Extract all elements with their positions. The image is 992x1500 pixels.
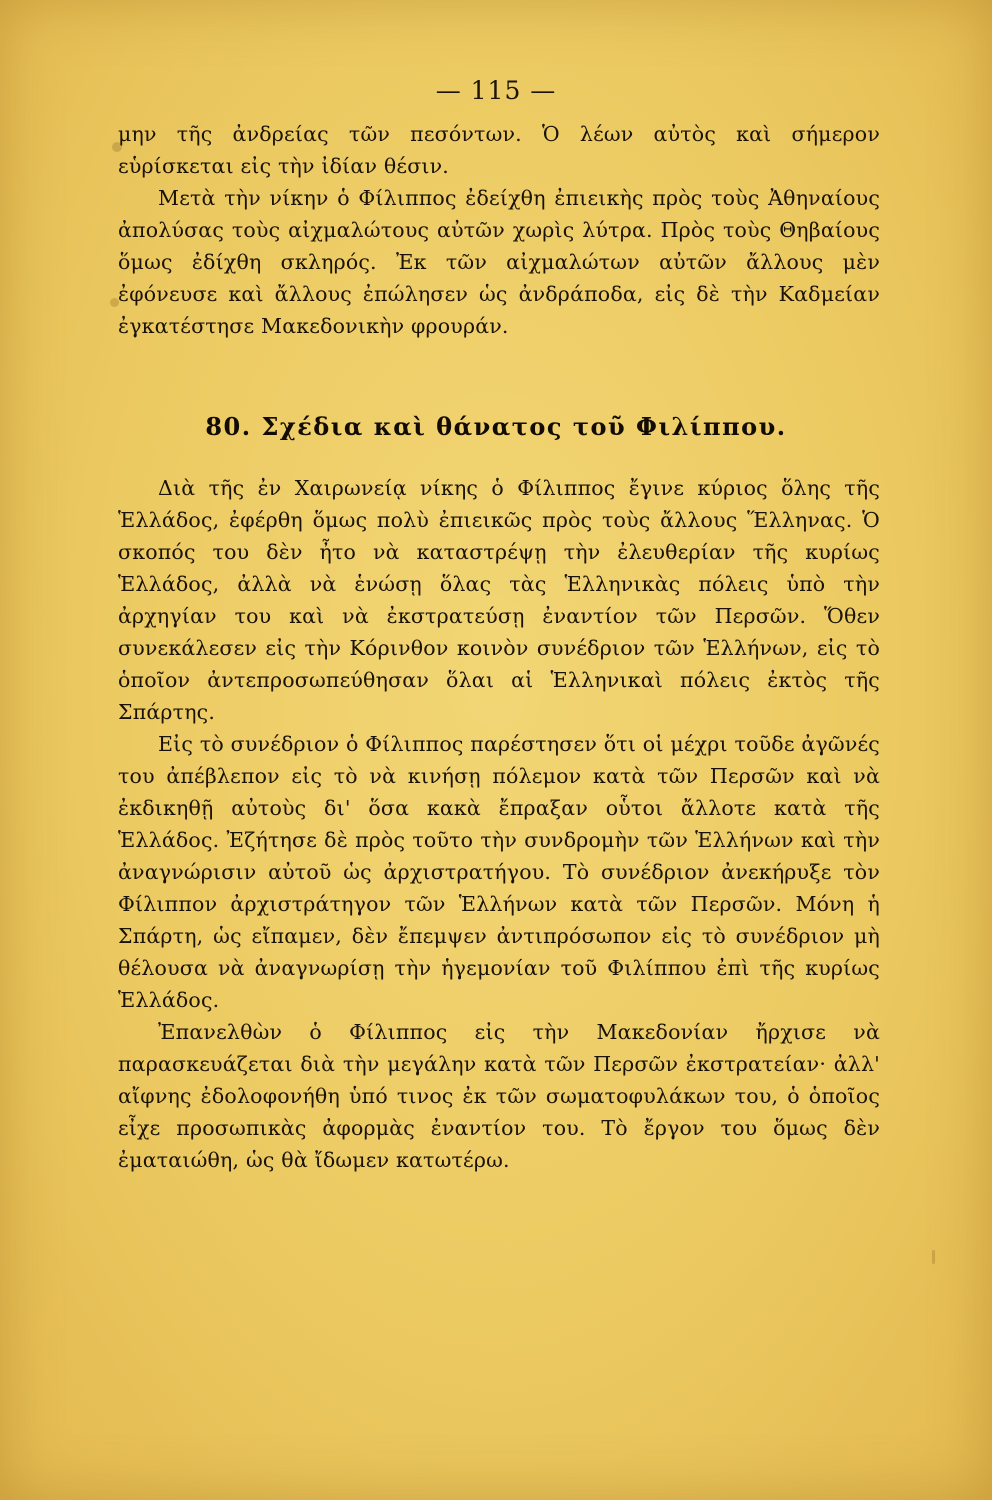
paper-stain bbox=[932, 1250, 935, 1264]
paragraph-assassination: Ἐπανελθὼν ὁ Φίλιππος εἰς τὴν Μακεδονίαν ἤρχισε νὰ παρασκευάζεται διὰ τὴν μεγάλην κατὰ τῶν Περσῶν ἐκστρατείαν· ἀλλ' αἴφνης ἐδολοφονήθη ὑπό τινος ἐκ τῶν σωματοφυλάκων του, ὁ ὁποῖος εἶχε προσωπικὰς ἀφορμὰς ἐναντίον του. Τὸ ἔργον του ὅμως δὲν ἐματαιώθη, ὡς θὰ ἴδωμεν κατωτέρω. bbox=[118, 1020, 880, 1172]
page-number: — 115 — bbox=[435, 76, 557, 105]
text-block-top bbox=[118, 118, 880, 342]
paper-stain bbox=[112, 142, 122, 152]
paragraph-chaeronea: Διὰ τῆς ἐν Χαιρωνείᾳ νίκης ὁ Φίλιππος ἔγινε κύριος ὅλης τῆς Ἑλλάδος, ἐφέρθη ὅμως πολὺ ἐπιεικῶς πρὸς τοὺς ἄλλους Ἕλληνας. Ὁ σκοπός του δὲν ἦτο νὰ καταστρέψῃ τὴν ἐλευθερίαν τῆς κυρίως Ἑλλάδος, ἀλλὰ νὰ ἑνώσῃ ὅλας τὰς Ἑλληνικὰς πόλεις ὑπὸ τὴν ἀρχηγίαν του καὶ νὰ ἐκστρατεύσῃ ἐναντίον τῶν Περσῶν. Ὅθεν συνεκάλεσεν εἰς τὴν Κόρινθον κοινὸν συνέδριον τῶν Ἑλλήνων, εἰς τὸ ὁποῖον ἀντεπροσωπεύθησαν ὅλαι αἱ Ἑλληνικαὶ πόλεις ἐκτὸς τῆς Σπάρτης. bbox=[118, 476, 880, 724]
paragraph-after-victory: Μετὰ τὴν νίκην ὁ Φίλιππος ἐδείχθη ἐπιεικὴς πρὸς τοὺς Ἀθηναίους ἀπολύσας τοὺς αἰχμαλώτους αὐτῶν χωρὶς λύτρα. Πρὸς τοὺς Θηβαίους ὅμως ἐδίχθη σκληρός. Ἐκ τῶν αἰχμαλώτων αὐτῶν ἄλλους μὲν ἐφόνευσε καὶ ἄλλους ἐπώλησεν ὡς ἀνδράποδα, εἰς δὲ τὴν Καδμείαν ἐγκατέστησε Μακεδονικὴν φρουράν. bbox=[118, 186, 880, 338]
paragraph-lion-monument: μην τῆς ἀνδρείας τῶν πεσόντων. Ὁ λέων αὐτὸς καὶ σήμερον εὑρίσκεται εἰς τὴν ἰδίαν θέσιν. bbox=[118, 122, 880, 178]
text-block-bottom bbox=[118, 472, 880, 1176]
paper-stain bbox=[110, 298, 119, 307]
section-heading: 80. Σχέδια καὶ θάνατος τοῦ Φιλίππου. bbox=[205, 412, 787, 441]
paragraph-congress: Εἰς τὸ συνέδριον ὁ Φίλιππος παρέστησεν ὅτι οἱ μέχρι τοῦδε ἀγῶνές του ἀπέβλεπον εἰς τὸ νὰ κινήσῃ πόλεμον κατὰ τῶν Περσῶν καὶ νὰ ἐκδικηθῇ αὐτοὺς δι' ὅσα κακὰ ἔπραξαν οὗτοι ἄλλοτε κατὰ τῆς Ἑλλάδος. Ἐζήτησε δὲ πρὸς τοῦτο τὴν συνδρομὴν τῶν Ἑλλήνων καὶ τὴν ἀναγνώρισιν αὐτοῦ ὡς ἀρχιστρατήγου. Τὸ συνέδριον ἀνεκήρυξε τὸν Φίλιππον ἀρχιστράτηγον τῶν Ἑλλήνων κατὰ τῶν Περσῶν. Μόνη ἡ Σπάρτη, ὡς εἴπαμεν, δὲν ἔπεμψεν ἀντιπρόσωπον εἰς τὸ συνέδριον μὴ θέλουσα νὰ ἀναγνωρίσῃ τὴν ἡγεμονίαν τοῦ Φιλίππου ἐπὶ τῆς κυρίως Ἑλλάδος. bbox=[118, 732, 880, 1012]
